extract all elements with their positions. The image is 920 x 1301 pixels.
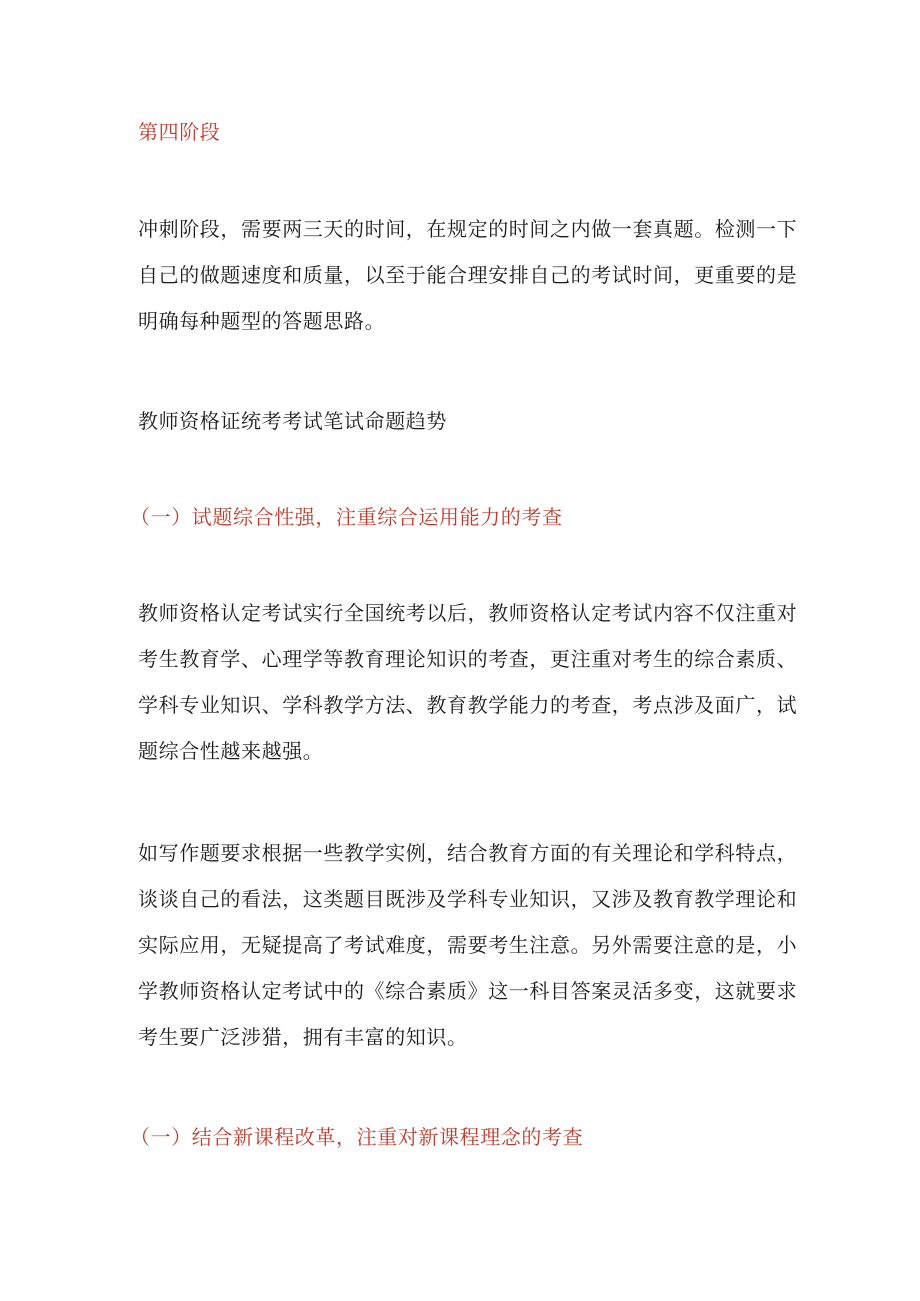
section-one-heading: （一）试题综合性强，注重综合运用能力的考查 — [130, 505, 563, 529]
sprint-paragraph-line: 明确每种题型的答题思路。 — [138, 309, 386, 333]
example-paragraph-line: 谈谈自己的看法，这类题目既涉及学科专业知识，又涉及教育教学理论和 — [138, 887, 798, 911]
trend-title: 教师资格证统考考试笔试命题趋势 — [138, 409, 447, 433]
stage-heading: 第四阶段 — [138, 120, 221, 144]
section-one-paragraph-line: 学科专业知识、学科教学方法、教育教学能力的考查，考点涉及面广，试 — [138, 693, 798, 717]
example-paragraph-line: 实际应用，无疑提高了考试难度，需要考生注意。另外需要注意的是，小 — [138, 933, 798, 957]
example-paragraph-line: 如写作题要求根据一些教学实例，结合教育方面的有关理论和学科特点， — [138, 841, 798, 865]
example-paragraph-line: 考生要广泛涉猎，拥有丰富的知识。 — [138, 1025, 468, 1049]
section-one-paragraph-line: 考生教育学、心理学等教育理论知识的考查，更注重对考生的综合素质、 — [138, 647, 798, 671]
section-two-heading: （一）结合新课程改革，注重对新课程理念的考查 — [130, 1125, 584, 1149]
section-one-paragraph-line: 题综合性越来越强。 — [138, 739, 324, 763]
sprint-paragraph — [138, 206, 798, 344]
example-paragraph — [138, 830, 798, 1060]
section-one-paragraph-line: 教师资格认定考试实行全国统考以后，教师资格认定考试内容不仅注重对 — [138, 601, 798, 625]
section-one-paragraph — [138, 590, 798, 774]
sprint-paragraph-line: 自己的做题速度和质量，以至于能合理安排自己的考试时间，更重要的是 — [138, 263, 798, 287]
sprint-paragraph-line: 冲刺阶段，需要两三天的时间，在规定的时间之内做一套真题。检测一下 — [138, 217, 798, 241]
example-paragraph-line: 学教师资格认定考试中的《综合素质》这一科目答案灵活多变，这就要求 — [138, 979, 798, 1003]
